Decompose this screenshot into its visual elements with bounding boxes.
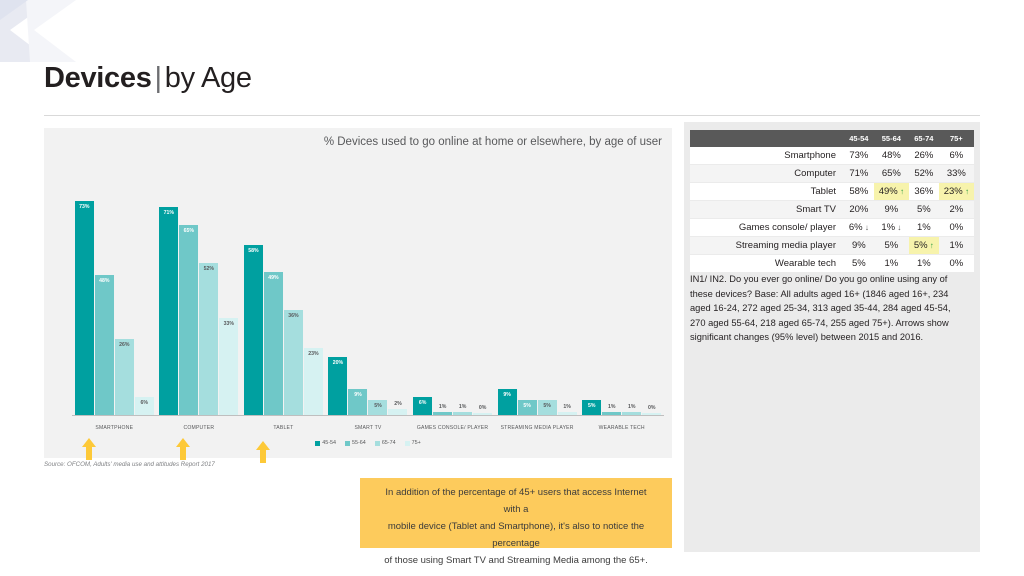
chart-bar xyxy=(453,404,472,415)
chart-bar-value: 52% xyxy=(203,265,215,272)
chart-bar-value: 1% xyxy=(458,404,467,411)
chart-bar xyxy=(328,357,347,416)
table-row xyxy=(690,147,974,165)
chart-legend-label: 75+ xyxy=(411,440,421,446)
table-cell: 1% xyxy=(939,237,974,255)
table-cell: 9% xyxy=(874,201,909,219)
table-cell: 26% xyxy=(909,147,939,165)
chart-bar-value: 1% xyxy=(607,404,616,411)
table-row xyxy=(690,237,974,255)
chart-bar-value: 1% xyxy=(438,404,447,411)
chart-bar-value: 48% xyxy=(99,277,110,284)
table-cell: 49% ↑ xyxy=(874,183,909,201)
chart-group xyxy=(326,167,411,431)
table-cell: 6% ↓ xyxy=(844,219,874,237)
chart-bar xyxy=(388,401,407,415)
table-col-header-75+: 75+ xyxy=(939,130,974,147)
chart-bar xyxy=(199,263,218,415)
chart-bar xyxy=(642,405,661,415)
table-cell: 6% xyxy=(939,147,974,165)
chart-bar-value: 9% xyxy=(354,391,362,398)
chart-bar xyxy=(433,404,452,415)
chart-legend-swatch xyxy=(345,441,350,446)
arrow-down-icon: ↓ xyxy=(862,223,869,232)
chart-bar-value: 71% xyxy=(163,210,175,217)
device-usage-table xyxy=(690,130,974,273)
chart-bars xyxy=(410,167,495,415)
bar-chart-plot xyxy=(72,168,664,446)
table-cell: 5% xyxy=(844,255,874,273)
chart-bar xyxy=(135,397,154,415)
chart-bar xyxy=(304,348,323,415)
table-cell: 1% xyxy=(909,255,939,273)
chart-bar xyxy=(582,400,601,415)
chart-bar-value: 65% xyxy=(183,227,195,234)
chart-bar-value: 36% xyxy=(288,312,299,319)
chart-bar xyxy=(95,275,114,415)
chart-bars xyxy=(495,167,580,415)
chart-caption: % Devices used to go online at home or elsewhere, by age of user xyxy=(323,136,662,148)
chart-bar-value: 0% xyxy=(647,405,656,411)
chart-bar xyxy=(602,404,621,415)
table-row-label: Smart TV xyxy=(690,201,844,219)
table-row xyxy=(690,183,974,201)
chart-bar xyxy=(622,404,641,415)
chart-category-label: SMART TV xyxy=(354,425,382,431)
chart-group xyxy=(579,167,664,431)
chart-bar-value: 2% xyxy=(394,401,402,408)
table-row-label: Tablet xyxy=(690,183,844,201)
table-cell: 58% xyxy=(844,183,874,201)
table-col-header-65-74: 65-74 xyxy=(909,130,939,147)
table-cell: 9% xyxy=(844,237,874,255)
callout-line-3: of those using Smart TV and Streaming Media among the 65+. xyxy=(384,555,648,566)
chart-bar-value: 5% xyxy=(587,403,596,410)
chart-axis xyxy=(72,415,664,416)
arrow-up-icon: ↑ xyxy=(897,187,904,196)
chart-legend-swatch xyxy=(315,441,320,446)
table-cell: 65% xyxy=(874,165,909,183)
callout-line-2: mobile device (Tablet and Smartphone), it's also to notice the percentage xyxy=(387,521,645,549)
highlight-arrow-computer xyxy=(176,438,190,460)
chart-bar-value: 5% xyxy=(523,403,531,410)
chart-bar-value: 20% xyxy=(332,359,344,366)
table-cell: 1% xyxy=(874,255,909,273)
table-cell: 5% xyxy=(909,201,939,219)
chart-category-label: COMPUTER xyxy=(183,425,215,431)
chart-bar xyxy=(368,400,387,415)
table-cell: 5% ↑ xyxy=(909,237,939,255)
chart-bar-value: 33% xyxy=(223,321,235,328)
table-cell: 0% xyxy=(939,255,974,273)
chart-bar-value: 23% xyxy=(308,350,319,357)
chart-bar-value: 9% xyxy=(503,391,511,398)
table-row-label: Streaming media player xyxy=(690,237,844,255)
chart-bar xyxy=(538,400,557,415)
chart-group xyxy=(495,167,580,431)
table-row-label: Smartphone xyxy=(690,147,844,165)
table-col-header-45-54: 45-54 xyxy=(844,130,874,147)
chart-category-label: STREAMING MEDIA PLAYER xyxy=(500,425,574,431)
chart-bar xyxy=(115,339,134,415)
arrow-down-icon: ↓ xyxy=(895,223,902,232)
chart-bar-value: 26% xyxy=(119,341,130,348)
table-col-header-55-64: 55-64 xyxy=(874,130,909,147)
table-row xyxy=(690,165,974,183)
chart-bar xyxy=(473,405,492,415)
chart-bars xyxy=(241,167,326,415)
chart-category-label: GAMES CONSOLE/ PLAYER xyxy=(416,425,489,431)
callout-line-1: In addition of the percentage of 45+ users that access Internet with a xyxy=(385,487,647,515)
chart-bar xyxy=(498,389,517,415)
chart-bar-value: 1% xyxy=(627,404,636,411)
chart-source-note: Source: OFCOM, Adults' media use and attitudes Report 2017 xyxy=(44,461,215,468)
page-title-light: by Age xyxy=(164,62,252,94)
table-cell: 2% xyxy=(939,201,974,219)
chart-group xyxy=(157,167,242,431)
chart-bar xyxy=(348,389,367,415)
table-row-label: Games console/ player xyxy=(690,219,844,237)
chart-legend-item xyxy=(405,440,421,446)
table-cell: 5% xyxy=(874,237,909,255)
chart-bars xyxy=(579,167,664,415)
chart-bar xyxy=(284,310,303,415)
chart-bar-value: 58% xyxy=(248,248,259,255)
chart-bar-value: 5% xyxy=(374,403,382,410)
arrow-up-icon: ↑ xyxy=(962,187,969,196)
chart-bar-value: 73% xyxy=(79,204,90,211)
chart-bar-value: 5% xyxy=(543,403,551,410)
title-divider xyxy=(44,115,980,116)
chart-group xyxy=(241,167,326,431)
table-row xyxy=(690,219,974,237)
table-cell: 48% xyxy=(874,147,909,165)
chart-category-label: SMARTPHONE xyxy=(95,425,134,431)
table-row-label: Wearable tech xyxy=(690,255,844,273)
chart-bar xyxy=(219,318,238,415)
chart-bar xyxy=(179,225,198,415)
arrow-up-icon: ↑ xyxy=(927,241,934,250)
table-cell: 1% xyxy=(909,219,939,237)
table-cell: 52% xyxy=(909,165,939,183)
chart-bar xyxy=(244,245,263,415)
highlight-arrow-smartphone xyxy=(82,438,96,460)
chart-bar xyxy=(159,207,178,415)
table-header-row xyxy=(690,130,974,147)
decorative-swoosh xyxy=(0,0,140,62)
chart-bars xyxy=(72,167,157,415)
chart-bar-value: 6% xyxy=(140,400,149,407)
page-title-separator: | xyxy=(154,62,162,94)
chart-bar xyxy=(558,404,577,415)
chart-bar xyxy=(264,272,283,415)
table-row-label: Computer xyxy=(690,165,844,183)
chart-group xyxy=(410,167,495,431)
chart-legend xyxy=(72,440,664,446)
page-title xyxy=(44,62,252,95)
chart-bars xyxy=(326,167,411,415)
chart-legend-item xyxy=(375,440,396,446)
chart-legend-swatch xyxy=(405,441,410,446)
chart-legend-item xyxy=(315,440,336,446)
chart-category-label: TABLET xyxy=(273,425,294,431)
table-col-header-blank xyxy=(690,130,844,147)
table-cell: 71% xyxy=(844,165,874,183)
chart-bars xyxy=(157,167,242,415)
chart-legend-label: 55-64 xyxy=(352,440,366,446)
chart-legend-item xyxy=(345,440,366,446)
chart-bar xyxy=(413,397,432,415)
table-cell: 1% ↓ xyxy=(874,219,909,237)
chart-panel xyxy=(44,128,672,458)
highlight-arrow-tablet xyxy=(256,441,270,463)
methodology-note: IN1/ IN2. Do you ever go online/ Do you go online using any of these devices? Base: All adults aged 16+ (1846 aged 16+, 234 aged 16-24, 272 aged 25-34, 313 aged 35-44, 284 aged 45-54, 270 aged 55-64, 218 aged 65-74, 255 aged 75+). Arrows show significant changes (95% level) between 2015 and 2016. xyxy=(690,274,951,343)
table-row xyxy=(690,201,974,219)
table-cell: 73% xyxy=(844,147,874,165)
chart-bar-value: 1% xyxy=(563,404,571,411)
table-cell: 33% xyxy=(939,165,974,183)
chart-bar-value: 6% xyxy=(418,400,427,407)
chart-bar xyxy=(518,400,537,415)
page-title-bold: Devices xyxy=(44,62,152,94)
table-row xyxy=(690,255,974,273)
table-cell: 23% ↑ xyxy=(939,183,974,201)
chart-bar-value: 0% xyxy=(478,405,487,411)
chart-category-label: WEARABLE TECH xyxy=(598,425,645,431)
table-cell: 36% xyxy=(909,183,939,201)
data-panel xyxy=(684,122,980,552)
chart-legend-swatch xyxy=(375,441,380,446)
chart-legend-label: 65-74 xyxy=(381,440,396,446)
chart-bar xyxy=(75,201,94,415)
callout-box xyxy=(360,478,672,566)
chart-bar-value: 49% xyxy=(268,274,279,281)
chart-legend-label: 45-54 xyxy=(322,440,337,446)
chart-group xyxy=(72,167,157,431)
table-cell: 20% xyxy=(844,201,874,219)
table-cell: 0% xyxy=(939,219,974,237)
